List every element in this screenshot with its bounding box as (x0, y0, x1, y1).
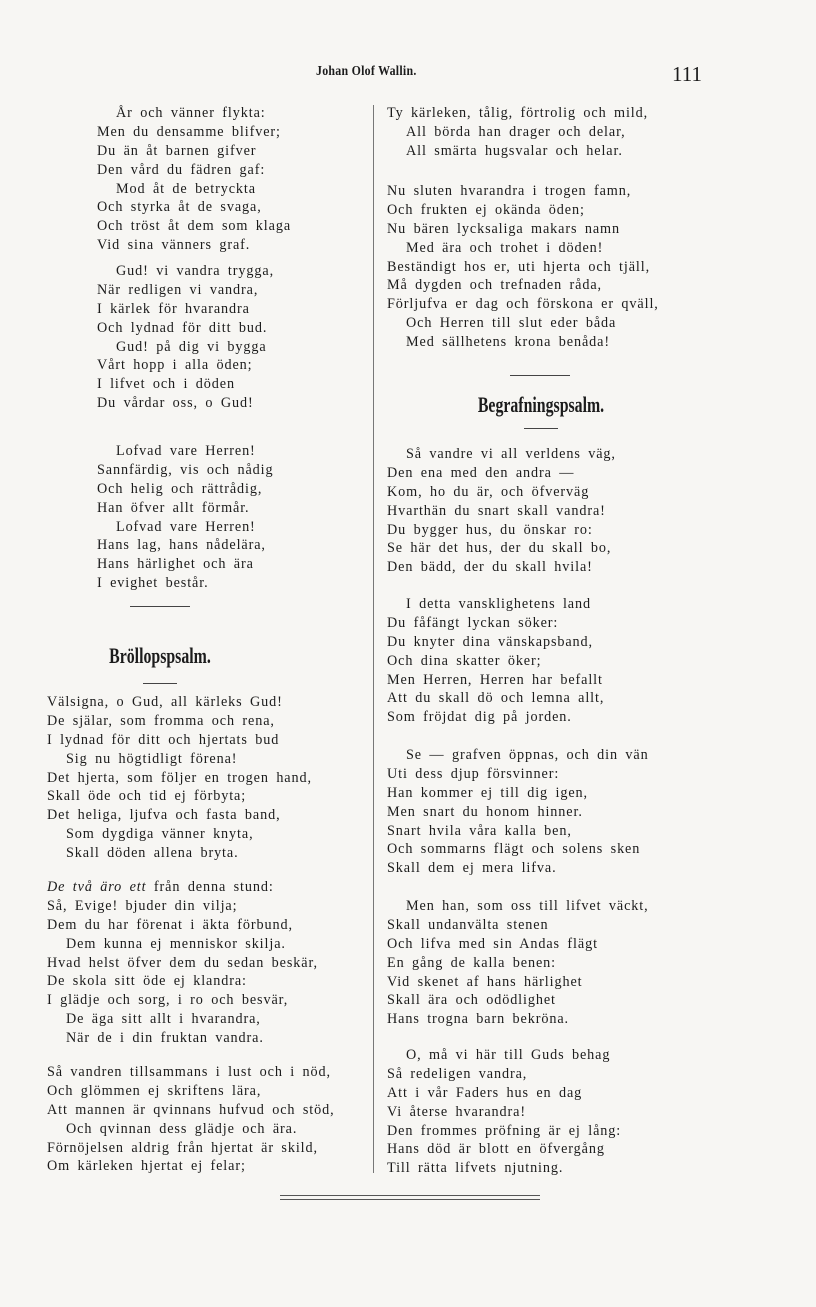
verse-line: Lofvad vare Herren! (116, 518, 256, 535)
stanza (47, 878, 318, 1048)
verse-line: Beständigt hos er, uti hjerta och tjäll, (387, 258, 651, 275)
verse-line: Du bygger hus, du önskar ro: (387, 521, 593, 538)
verse-line: När redligen vi vandra, (97, 281, 259, 298)
verse-line: Skall dem ej mera lifva. (387, 860, 557, 877)
verse-line: De äga sitt allt i hvarandra, (66, 1011, 261, 1028)
verse-line: All smärta hugsvalar och helar. (406, 142, 623, 159)
verse-text: från denna stund: (146, 879, 274, 895)
stanza (387, 104, 648, 161)
verse-line: Men snart du honom hinner. (387, 803, 583, 820)
verse-line: Med sällhetens krona benåda! (406, 334, 610, 351)
verse-line: Gud! vi vandra trygga, (116, 263, 275, 279)
verse-line: Mod åt de betryckta (116, 180, 256, 197)
verse-line: År och vänner flykta: (116, 105, 266, 121)
verse-line: I evighet består. (97, 575, 209, 592)
verse-line: Den ena med den andra — (387, 464, 575, 481)
verse-line: Gud! på dig vi bygga (116, 338, 267, 355)
verse-line: I lydnad för ditt och hjertats bud (47, 731, 280, 748)
verse-line: Så, Evige! bjuder din vilja; (47, 897, 238, 914)
verse-line: Förnöjelsen aldrig från hjertat är skild, (47, 1139, 318, 1156)
verse-line: Så vandre vi all verldens väg, (406, 446, 616, 462)
verse-line: I glädje och sorg, i ro och besvär, (47, 992, 289, 1009)
verse-line: Den frommes pröfning är ej lång: (387, 1122, 622, 1139)
stanza (387, 445, 616, 577)
stanza (97, 262, 274, 413)
verse-line: Du än åt barnen gifver (97, 142, 257, 159)
verse-line: Skall öde och tid ej förbyta; (47, 788, 247, 805)
verse-line: Uti dess djup försvinner: (387, 765, 560, 782)
verse-line: Men han, som oss till lifvet väckt, (406, 898, 649, 914)
title-rule (524, 428, 558, 429)
verse-line: Skall undanvälta stenen (387, 916, 549, 933)
verse-line: Hvad helst öfver dem du sedan beskär, (47, 954, 318, 971)
verse-line: Nu bären lycksaliga makars namn (387, 220, 620, 237)
stanza (47, 693, 312, 863)
verse-line: Välsigna, o Gud, all kärleks Gud! (47, 694, 283, 710)
verse-line: Sannfärdig, vis och nådig (97, 461, 274, 478)
stanza (97, 104, 291, 255)
verse-line: Skall döden allena bryta. (66, 845, 239, 862)
verse-line: Om kärleken hjertat ej felar; (47, 1158, 246, 1175)
verse-line: Och frukten ej okända öden; (387, 201, 585, 218)
verse-line: Dem du har förenat i äkta förbund, (47, 916, 293, 933)
verse-line: Att i vår Faders hus en dag (387, 1084, 583, 1101)
end-rule (280, 1195, 540, 1196)
verse-line: När de i din fruktan vandra. (66, 1030, 264, 1047)
section-title: Begrafningspsalm. (477, 392, 605, 417)
verse-line: Hans härlighet och ära (97, 556, 254, 573)
verse-line: Förljufva er dag och förskona er qväll, (387, 296, 659, 313)
verse-line: Att mannen är qvinnans hufvud och stöd, (47, 1101, 335, 1118)
verse-line: Och dina skatter öker; (387, 652, 542, 669)
verse-line: Snart hvila våra kalla ben, (387, 822, 572, 839)
verse-line: Med ära och trohet i döden! (406, 239, 604, 256)
verse-line: Och lydnad för ditt bud. (97, 319, 268, 336)
stanza (387, 746, 649, 878)
title-rule (143, 683, 177, 684)
verse-line: I lifvet och i döden (97, 376, 235, 393)
verse-line: Skall ära och odödlighet (387, 992, 556, 1009)
verse-line: Sig nu högtidligt förena! (66, 750, 238, 767)
verse-line: De själar, som fromma och rena, (47, 712, 275, 729)
verse-line: All börda han drager och delar, (406, 123, 626, 140)
verse-line: Se — grafven öppnas, och din vän (406, 747, 649, 763)
column-divider (373, 105, 374, 1173)
verse-line: Dem kunna ej menniskor skilja. (66, 935, 286, 952)
verse-line: En gång de kalla benen: (387, 954, 557, 971)
verse-line: Hans trogna barn bekröna. (387, 1011, 569, 1028)
verse-line: Kom, ho du är, och öfverväg (387, 483, 590, 500)
stanza (387, 897, 649, 1029)
verse-line: Han kommer ej till dig igen, (387, 784, 588, 801)
verse-line: Så vandren tillsammans i lust och i nöd, (47, 1064, 331, 1080)
verse-line: Hans död är blott en öfvergång (387, 1141, 605, 1158)
verse-line: Och styrka åt de svaga, (97, 199, 262, 216)
verse-line: Men du densamme blifver; (97, 123, 281, 140)
verse-line: Lofvad vare Herren! (116, 443, 256, 459)
verse-line: Så redeligen vandra, (387, 1065, 528, 1082)
verse-line: Hvarthän du snart skall vandra! (387, 502, 606, 519)
stanza (47, 1063, 335, 1176)
verse-line: Den bädd, der du skall hvila! (387, 559, 593, 576)
verse-line: O, må vi här till Guds behag (406, 1047, 611, 1063)
verse-line: Det heliga, ljufva och fasta band, (47, 807, 281, 824)
verse-line (47, 878, 318, 897)
verse-line: Och sommarns flägt och solens sken (387, 841, 641, 858)
verse-line: Vårt hopp i alla öden; (97, 357, 253, 374)
verse-line: Och tröst åt dem som klaga (97, 218, 292, 235)
verse-line: I kärlek för hvarandra (97, 300, 250, 317)
verse-line: Vid skenet af hans härlighet (387, 973, 583, 990)
verse-line: Det hjerta, som följer en trogen hand, (47, 769, 312, 786)
verse-line: Se här det hus, der du skall bo, (387, 540, 612, 557)
verse-line: Vid sina vänners graf. (97, 237, 251, 254)
section-title: Bröllopspsalm. (109, 643, 211, 668)
verse-line: Och helig och rättrådig, (97, 480, 263, 497)
verse-line: Som fröjdat dig på jorden. (387, 709, 572, 726)
verse-line: Nu sluten hvarandra i trogen famn, (387, 183, 632, 199)
stanza (387, 182, 659, 352)
verse-line: Ty kärleken, tålig, förtrolig och mild, (387, 105, 649, 121)
verse-line: Och glömmen ej skriftens lära, (47, 1082, 262, 1099)
verse-line: Du knyter dina vänskapsband, (387, 633, 593, 650)
verse-line: I detta vansklighetens land (406, 596, 591, 612)
verse-line: Men Herren, Herren har befallt (387, 671, 603, 688)
page-number: 111 (672, 62, 702, 86)
verse-line: Vi återse hvarandra! (387, 1103, 526, 1120)
verse-line: Och Herren till slut eder båda (406, 315, 617, 332)
verse-line: Och qvinnan dess glädje och ära. (66, 1120, 298, 1137)
verse-line: Och lifva med sin Andas flägt (387, 935, 598, 952)
verse-line: Du fåfängt lyckan söker: (387, 614, 559, 631)
stanza (97, 442, 274, 593)
verse-line: Att du skall dö och lemna allt, (387, 690, 605, 707)
verse-line: Som dygdiga vänner knyta, (66, 826, 254, 843)
section-rule (130, 606, 190, 607)
verse-line: Han öfver allt förmår. (97, 499, 250, 516)
verse-line: De skola sitt öde ej klandra: (47, 973, 247, 990)
verse-line: Du vårdar oss, o Gud! (97, 395, 254, 412)
stanza (387, 1046, 621, 1178)
running-title: Johan Olof Wallin. (316, 64, 417, 79)
verse-line: Till rätta lifvets njutning. (387, 1160, 564, 1177)
section-rule (510, 375, 570, 376)
verse-line: Den vård du fädren gaf: (97, 161, 266, 178)
stanza (387, 595, 604, 727)
verse-line: Må dygden och trefnaden råda, (387, 277, 602, 294)
verse-line: Hans lag, hans nådelära, (97, 537, 266, 554)
italic-phrase: De två äro ett (47, 879, 147, 895)
end-rule (280, 1199, 540, 1200)
